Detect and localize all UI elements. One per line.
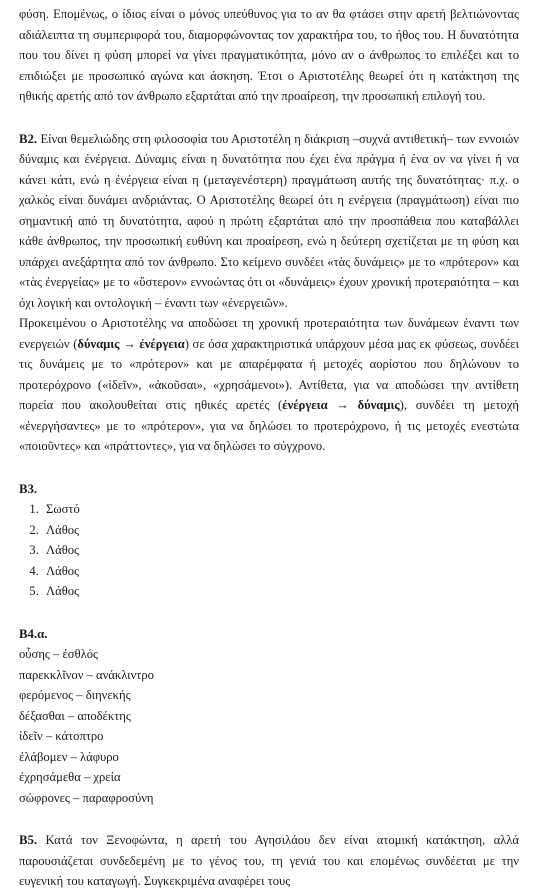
list-item: ἰδεῖν – κάτοπτρο (19, 729, 104, 743)
list-item: ἐχρησάμεθα – χρεία (19, 770, 121, 784)
list-item: 3. Λάθος (42, 540, 519, 561)
b5-paragraph (19, 830, 519, 892)
b2-paragraph-2 (19, 313, 519, 457)
b4a-label: Β4.α. (19, 626, 48, 641)
b1-answer-tail: φύση. Επομένως, ο ίδιος είναι ο μόνος υπεύθυνος για το αν θα φτάσει στην αρετή βελτιώνοντας αδιάλειπτα τη συμπεριφορά του, διαμορφώνοντας τον χαρακτήρα του, το ήθος του. Η δυνατότητα που του δίνει η φύση μπορεί να γίνει πραγματικότητα, μόνο αν ο άνθρωπος το επιλέξει και το επιδιώξει με προσωπικό αγώνα και άσκηση. Έτσι ο Αριστοτέλης θεωρεί ότι η κατάκτηση της ηθικής αρετής από τον άνθρωπο εξαρτάται από την προαίρεση, την προσωπική επιλογή του. (19, 7, 519, 103)
list-item: ἐλάβομεν – λάφυρο (19, 749, 119, 764)
list-item: 4. Λάθος (42, 561, 519, 582)
b5-label: Β5. (19, 833, 38, 847)
b2-paragraph-1 (19, 129, 519, 314)
b5-text: Κατά τον Ξενοφώντα, η αρετή του Αγησιλάου δεν είναι ατομική κατάκτηση, αλλά παρουσιάζεται συνδεδεμένη με το γένος του, τη γενιά του και επομένως συνδέεται με την ευγενική του καταγωγή. Συγκεκριμένα αναφέρει τους (19, 833, 519, 888)
b2-para2-bold-1: δύναμις → ἐνέργεια (77, 336, 185, 351)
b3-answer-list (19, 499, 519, 602)
list-item: 5. Λάθος (42, 581, 519, 602)
b2-para2-bold-2: ἐνέργεια → δύναμις (282, 398, 400, 412)
list-item: φερόμενος – διηνεκής (19, 688, 131, 702)
b2-label: Β2. (19, 131, 38, 146)
b3-label: Β3. (19, 481, 38, 496)
document-page (19, 0, 519, 892)
b4a-word-list (19, 644, 519, 808)
b2-para2-text-c: ) σε όσα χαρακτηριστικά υπάρχουν μέσα μας εκ φύσεως, συνδέει τις δυνάμεις με το «πρότερον» και με απαρέμφατα ή μετοχές αορίστου που δηλώνουν το προτερόχρονο («ἰδεῖν», «ἀκοῦσαι», «χρησάμενοι»). Αντίθετα, για να αποδώσει την αντίθετη πορεία που ακολουθείται στις ηθικές αρετές ( (19, 336, 519, 412)
list-item: σώφρονες – παραφροσύνη (19, 790, 154, 805)
b2-para2-text-a: Προκειμένου ο Αριστοτέλης να αποδώσει τη χρονική προτεραιότητα των δυνάμεων έναντι των ενεργειών ( (19, 316, 519, 351)
list-item: 2. Λάθος (42, 520, 519, 541)
list-item: 1. Σωστό (42, 499, 519, 520)
list-item: παρεκκλῖνον – ανάκλιντρο (19, 667, 154, 682)
list-item: δέξασθαι – αποδέκτης (19, 708, 131, 723)
list-item: οὖσης – ἐσθλός (19, 647, 98, 661)
b2-para1-text: Είναι θεμελιώδης στη φιλοσοφία του Αριστοτέλη η διάκριση –συχνά αντιθετική– των εννοιών δύναμις και ἐνέργεια. Δύναμις είναι η δυνατότητα που έχει ένα πράγμα ή ένα ον να γίνει ή να κάνει κάτι, ενώ η ἐνέργεια είναι η (μεταγενέστερη) πραγμάτωση αυτής της δυνατότητας· π.χ. ο χαλκός είναι δυνάμει ανδριάντας. Ο Αριστοτέλης θεωρεί ότι η ενέργεια (πραγμάτωση) είναι πιο σημαντική από τη δυνατότητα, αφού η πρώτη εξαρτάται από την προσπάθεια που καταβάλλει κάθε άνθρωπος, την προσωπική ευθύνη και προαίρεση, ενώ η δεύτερη σχετίζεται με τη φύση και υπάρχει ανεξάρτητα από τον άνθρωπο. Στο κείμενο συνδέει «τὰς δυνάμεις» με το «πρότερον» και «τὰς ἐνεργείας» με το «ὕστερον» εννοώντας ότι οι «δυνάμεις» έχουν χρονική προτεραιότητα – και όχι λογική και οντολογική – έναντι των «ἐνεργειῶν». (19, 131, 519, 310)
b2-para2-text-d: ), συνδέει τη μετοχή «ἐνεργήσαντες» με το «πρότερον», για να δηλώσει το προτερόχρονο, ή τις μετοχές ενεστώτα «ποιοῦντες» και «πράττοντες», για να δηλώσει το σύγχρονο. (19, 398, 519, 453)
